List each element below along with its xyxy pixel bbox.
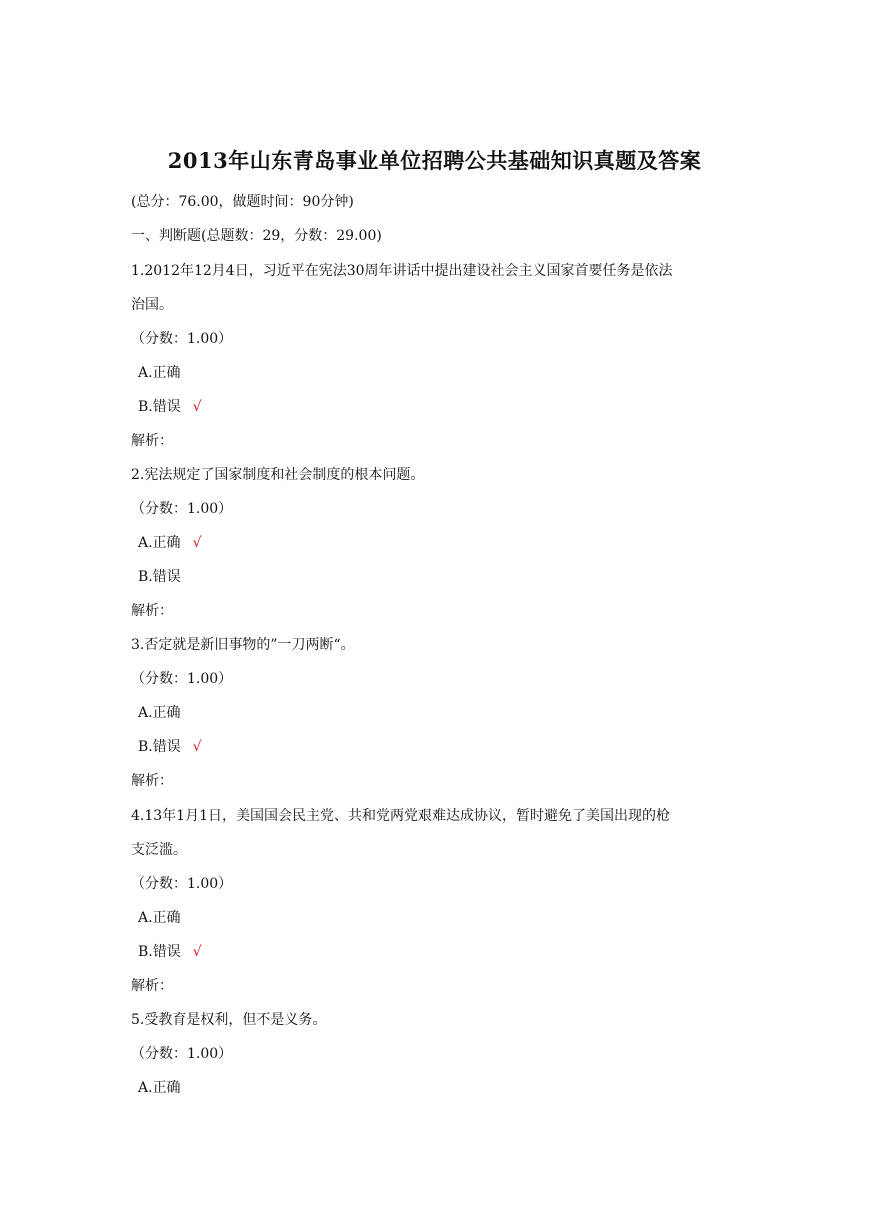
option-label: A.正确	[138, 535, 181, 551]
check-mark-icon: √	[192, 739, 202, 755]
question-2-score: （分数：1.00）	[131, 501, 233, 517]
question-4-option-b	[138, 943, 202, 961]
option-label: A.正确	[138, 910, 181, 926]
question-1-analysis: 解析：	[131, 433, 173, 449]
question-3-text: 3.否定就是新旧事物的”一刀两断“。	[131, 637, 355, 653]
check-mark-icon: √	[192, 399, 202, 415]
option-label: A.正确	[138, 705, 181, 721]
question-5-score: （分数：1.00）	[131, 1046, 233, 1062]
option-label: B.错误	[138, 739, 181, 755]
question-1-option-b	[138, 398, 202, 416]
question-2-option-a	[138, 534, 201, 552]
question-3-option-a	[138, 704, 181, 722]
question-3-option-b	[138, 738, 202, 756]
question-1-text-line-2: 治国。	[131, 297, 173, 313]
check-mark-icon: √	[192, 535, 202, 551]
question-2-option-b	[138, 568, 181, 586]
option-label: B.错误	[138, 944, 181, 960]
question-5-text: 5.受教育是权利，但不是义务。	[131, 1012, 327, 1028]
question-1-score: （分数：1.00）	[131, 331, 233, 347]
question-1-option-a	[138, 364, 181, 382]
question-4-score: （分数：1.00）	[131, 876, 233, 892]
exam-summary: (总分：76.00，做题时间：90分钟)	[131, 194, 354, 210]
question-2-analysis: 解析：	[131, 603, 173, 619]
question-4-option-a	[138, 909, 181, 927]
question-5-option-a	[138, 1079, 181, 1097]
question-4-text-line-1: 4.13年1月1日，美国国会民主党、共和党两党艰难达成协议，暂时避免了美国出现的枪	[131, 808, 670, 824]
option-label: B.错误	[138, 399, 181, 415]
question-1-text-line-1: 1.2012年12月4日，习近平在宪法30周年讲话中提出建设社会主义国家首要任务是依法	[131, 263, 673, 279]
question-3-analysis: 解析：	[131, 773, 173, 789]
option-label: A.正确	[138, 365, 181, 381]
document-title: 2013年山东青岛事业单位招聘公共基础知识真题及答案	[167, 148, 702, 173]
option-label: B.错误	[138, 569, 181, 585]
question-3-score: （分数：1.00）	[131, 671, 233, 687]
check-mark-icon: √	[192, 944, 202, 960]
question-4-text-line-2: 支泛滥。	[131, 842, 187, 858]
question-2-text: 2.宪法规定了国家制度和社会制度的根本问题。	[131, 467, 425, 483]
option-label: A.正确	[138, 1080, 181, 1096]
question-4-analysis: 解析：	[131, 978, 173, 994]
section-heading: 一、判断题(总题数：29，分数：29.00)	[131, 228, 382, 244]
